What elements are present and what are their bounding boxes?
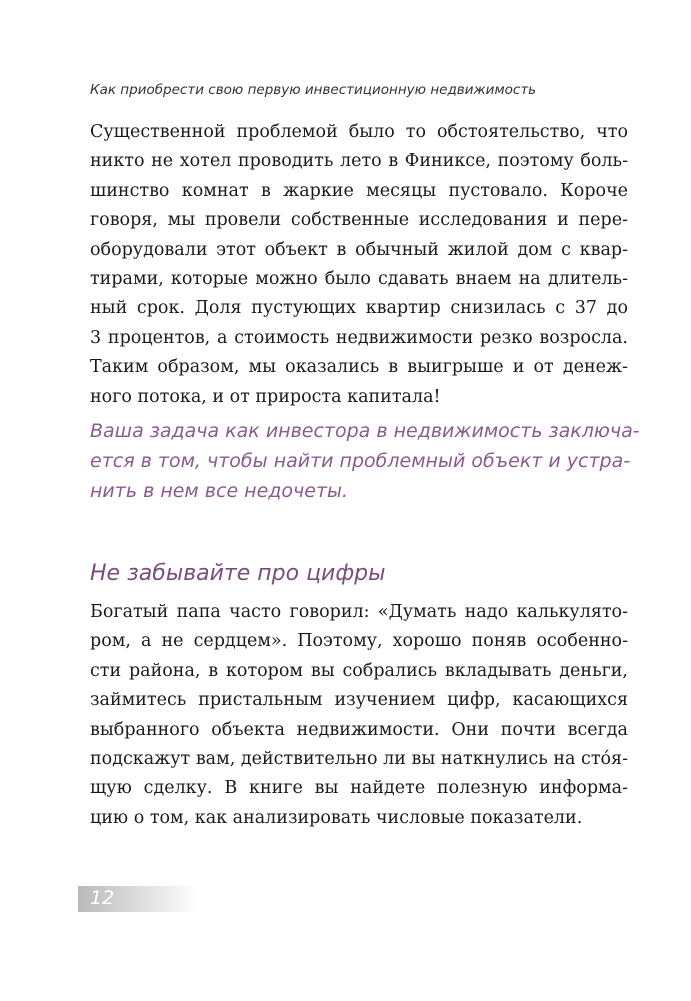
text-line: цию о том, как анализировать числовые показатели. <box>90 807 583 828</box>
text-line: Богатый папа часто говорил: «Думать надо калькулято- <box>90 602 628 622</box>
text-line: выбранного объекта недвижимости. Они почти всегда <box>90 719 628 740</box>
text-line: щую сделку. В книге вы найдете полезную информа- <box>90 778 628 799</box>
text-line: 3 процентов, а стоимость недвижимости резко возросла. <box>90 327 628 348</box>
callout-line: ется в том, чтобы найти проблемный объект и устра- <box>90 450 631 472</box>
body-paragraph-2 <box>90 598 628 833</box>
page-number-bar <box>78 886 198 912</box>
callout-quote <box>90 416 640 506</box>
text-line: ный срок. Доля пустующих квартир снизилась с 37 до <box>90 298 628 319</box>
text-line: оборудовали этот объект в обычный жилой дом с квар- <box>90 239 628 260</box>
callout-line: нить в нем все недочеты. <box>90 480 349 502</box>
text-line: говоря, мы провели собственные исследования и пере- <box>90 210 628 231</box>
text-line: Таким образом, мы оказались в выигрыше и от денеж- <box>90 357 628 378</box>
running-header: Как приобрести свою первую инвестиционную недвижимость <box>90 82 537 98</box>
text-line: тирами, которые можно было сдавать внаем на длитель- <box>90 269 628 290</box>
text-line: никто не хотел проводить лето в Финиксе, поэтому боль- <box>90 151 628 172</box>
body-paragraph-1 <box>90 118 628 412</box>
text-line: займитесь пристальным изучением цифр, касающихся <box>90 690 628 711</box>
text-line: ного потока, и от прироста капитала! <box>90 386 441 407</box>
text-line: сти района, в котором вы собрались вкладывать деньги, <box>90 660 628 681</box>
text-line: подскажут вам, действительно ли вы наткнулись на сто́я- <box>90 749 628 770</box>
text-line: шинство комнат в жаркие месяцы пустовало. Короче <box>90 180 628 201</box>
text-line: ром, а не сердцем». Поэтому, хорошо поняв особенно- <box>90 631 628 652</box>
callout-line: Ваша задача как инвестора в недвижимость заключа- <box>90 420 640 442</box>
text-line: Существенной проблемой было то обстоятельство, что <box>90 122 628 142</box>
page-number: 12 <box>90 887 115 909</box>
section-heading: Не забывайте про цифры <box>90 561 386 586</box>
